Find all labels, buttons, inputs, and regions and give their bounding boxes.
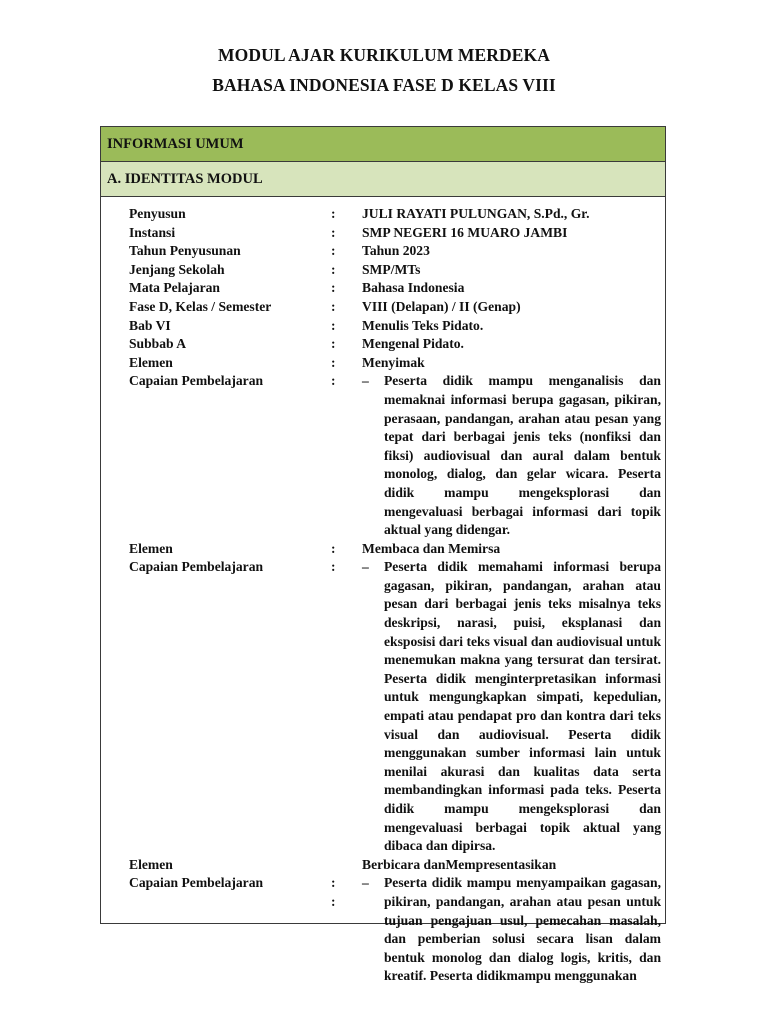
capaian-row [129, 874, 661, 986]
colon: : [331, 224, 336, 240]
dash-bullet: – [362, 875, 369, 891]
field-label: Subbab A [129, 336, 187, 352]
identity-row [129, 298, 661, 317]
colon: : [331, 336, 336, 352]
elemen-row [129, 354, 661, 373]
capaian-row [129, 372, 661, 539]
capaian-text: Peserta didik mampu menyampaikan gagasan, pikiran, pandangan, arahan atau pesan untuk tujuan pengajuan usul, pemecahan masalah, dan pemberian solusi secara lisan dalam bentuk monolog dan dialog logis, kritis, dan kreatif. Peserta didikmampu menggunakan [384, 875, 661, 984]
colon: : [331, 354, 336, 370]
capaian-content [362, 558, 661, 856]
elemen-label: Elemen [129, 540, 173, 556]
colon: : [331, 540, 336, 556]
colon: : [331, 875, 336, 891]
dash-bullet: – [362, 559, 369, 575]
capaian-text: Peserta didik memahami informasi berupa gagasan, pikiran, pandangan, arahan atau pesan dari berbagai jenis teks misalnya teks deskripsi, narasi, puisi, eksplanasi dan eksposisi dari teks visual dan audiovisual untuk menemukan makna yang tersurat dan tersirat. Peserta didik menginterpretasikan informasi untuk mengungkapkan simpati, kepedulian, empati atau pendapat pro dan kontra dari teks visual dan audiovisual. Peserta didik menggunakan sumber informasi lain untuk menilai akurasi dan kualitas data serta membandingkan informasi pada teks. Peserta didik mampu mengeksplorasi dan mengevaluasi berbagai topik aktual yang dibaca dan dipirsa. [384, 559, 661, 854]
field-label: Bab VI [129, 317, 171, 333]
subsection-header: A. IDENTITAS MODUL [101, 162, 665, 197]
document-subtitle: BAHASA INDONESIA FASE D KELAS VIII [212, 75, 556, 95]
field-label: Instansi [129, 224, 176, 240]
document-title: MODUL AJAR KURIKULUM MERDEKA [218, 45, 550, 65]
colon: : [331, 317, 336, 333]
colon: : [331, 243, 336, 259]
colon: : [331, 559, 336, 575]
elemen-label: Elemen [129, 856, 173, 872]
field-label: Mata Pelajaran [129, 280, 220, 296]
elemen-row [129, 540, 661, 559]
field-value: JULI RAYATI PULUNGAN, S.Pd., Gr. [362, 206, 590, 221]
field-label: Tahun Penyusunan [129, 243, 241, 259]
colon: : [331, 280, 336, 296]
elemen-label: Elemen [129, 354, 173, 370]
section-header: INFORMASI UMUM [101, 127, 665, 162]
colon: : [331, 373, 336, 389]
field-label: Jenjang Sekolah [129, 261, 225, 277]
elemen-row [129, 856, 661, 875]
identity-row [129, 261, 661, 280]
identity-row [129, 224, 661, 243]
info-table [100, 126, 666, 984]
field-value: Tahun 2023 [362, 243, 430, 259]
colon: : [331, 893, 336, 909]
field-value: SMP/MTs [362, 261, 421, 277]
identity-row [129, 279, 661, 298]
field-value: VIII (Delapan) / II (Genap) [362, 298, 521, 314]
elemen-value: Berbicara danMempresentasikan [362, 856, 557, 872]
identity-row [129, 205, 661, 224]
capaian-content [362, 372, 661, 539]
colon: : [331, 261, 336, 277]
capaian-text: Peserta didik mampu menganalisis dan memaknai informasi berupa gagasan, pikiran, perasaan, pandangan, arahan atau pesan yang tepat dari berbagai jenis teks (nonfiksi dan fiksi) audiovisual dan aural dalam bentuk monolog, dialog, dan gelar wicara. Peserta didik mampu mengeksplorasi dan mengevaluasi berbagai informasi dari topik aktual yang didengar. [384, 373, 661, 538]
field-value: Bahasa Indonesia [362, 280, 465, 296]
identity-row [129, 242, 661, 261]
colon: : [331, 298, 336, 314]
field-value: SMP NEGERI 16 MUARO JAMBI [362, 224, 568, 240]
capaian-row [129, 558, 661, 856]
capaian-content [362, 874, 661, 986]
identity-row [129, 335, 661, 354]
elemen-value: Membaca dan Memirsa [362, 540, 501, 556]
capaian-label: Capaian Pembelajaran [129, 559, 264, 575]
colon: : [331, 206, 336, 221]
colon-blank [331, 856, 362, 875]
elemen-value: Menyimak [362, 354, 425, 370]
field-value: Menulis Teks Pidato. [362, 317, 484, 333]
capaian-label: Capaian Pembelajaran [129, 875, 264, 891]
colon-stack [331, 874, 362, 986]
dash-bullet: – [362, 373, 369, 389]
field-label: Penyusun [129, 206, 186, 221]
identity-rows [129, 205, 661, 986]
identity-row [129, 317, 661, 336]
field-value: Mengenal Pidato. [362, 336, 464, 352]
capaian-label: Capaian Pembelajaran [129, 373, 264, 389]
field-label: Fase D, Kelas / Semester [129, 298, 272, 314]
